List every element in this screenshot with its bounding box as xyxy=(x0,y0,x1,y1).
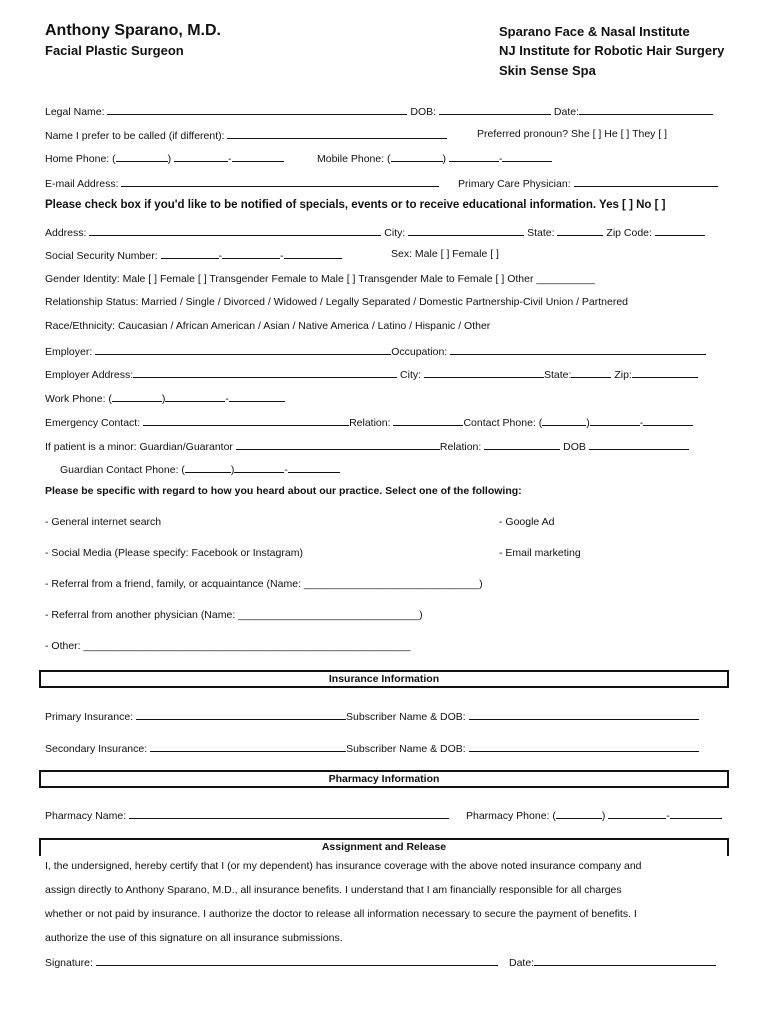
address-field[interactable] xyxy=(89,225,381,236)
primary-insurance-field[interactable] xyxy=(136,709,346,720)
employer-state-field[interactable] xyxy=(571,367,611,378)
dob-label: DOB: xyxy=(410,106,437,118)
employer-row xyxy=(45,344,706,358)
assignment-line-1: I, the undersigned, hereby certify that I (or my dependent) has insurance coverage with the above noted insurance company and xyxy=(45,860,642,872)
pronoun-checkboxes[interactable]: Preferred pronoun? She [ ] He [ ] They [ ] xyxy=(477,128,668,140)
signature-row xyxy=(45,955,498,969)
state-field[interactable] xyxy=(557,225,603,236)
state-label: State: xyxy=(527,227,555,239)
referral-email-marketing[interactable]: - Email marketing xyxy=(499,547,581,559)
institute-3: Skin Sense Spa xyxy=(499,63,596,78)
sex-checkboxes[interactable]: Sex: Male [ ] Female [ ] xyxy=(391,248,499,260)
dob-field[interactable] xyxy=(439,104,551,115)
home-phone-prefix[interactable] xyxy=(174,151,228,162)
referral-google-ad[interactable]: - Google Ad xyxy=(499,516,555,528)
mobile-phone-area[interactable] xyxy=(391,151,443,162)
race-ethnicity-row[interactable]: Race/Ethnicity: Caucasian / African American / Asian / Native America / Latino / Hispanic / Other xyxy=(45,320,491,332)
secondary-subscriber-label: Subscriber Name & DOB: xyxy=(346,743,466,755)
date-label: Date: xyxy=(553,106,580,118)
pharmacy-name-field[interactable] xyxy=(129,808,449,819)
assignment-line-2: assign directly to Anthony Sparano, M.D., all insurance benefits. I understand that I am financially responsible for all charges xyxy=(45,884,622,896)
employer-state-label: State: xyxy=(543,369,572,381)
work-phone-row: Work Phone: ( ) - xyxy=(45,391,285,405)
date-field[interactable] xyxy=(579,104,713,115)
relationship-status-row[interactable]: Relationship Status: Married / Single / Divorced / Widowed / Legally Separated / Domestic Partnership-Civil Union / Partnered xyxy=(45,296,629,308)
emergency-contact-row: Emergency Contact: Relation: Contact Phone: ( ) - xyxy=(45,415,693,429)
contact-phone-label: Contact Phone: ( xyxy=(463,417,543,429)
employer-label: Employer: xyxy=(45,346,93,358)
guardian-phone-line[interactable] xyxy=(288,462,340,473)
minor-guardian-row xyxy=(45,439,689,453)
pharmacy-section-title: Pharmacy Information xyxy=(39,770,729,788)
relation-label: Relation: xyxy=(349,417,391,429)
signature-field[interactable] xyxy=(96,955,498,966)
guardian-phone-area[interactable] xyxy=(185,462,231,473)
referral-prompt: Please be specific with regard to how you heard about our practice. Select one of the following: xyxy=(45,485,522,497)
minor-dob-label: DOB xyxy=(563,441,586,453)
insurance-section-title: Insurance Information xyxy=(39,670,729,688)
relation-field[interactable] xyxy=(393,415,463,426)
secondary-insurance-label: Secondary Insurance: xyxy=(45,743,148,755)
address-label: Address: xyxy=(45,227,87,239)
preferred-name-field[interactable] xyxy=(227,128,447,139)
zip-code-label: Zip Code: xyxy=(606,227,652,239)
legal-name-label: Legal Name: xyxy=(45,106,105,118)
preferred-name-label: Name I prefer to be called (if different): xyxy=(45,130,225,142)
referral-internet[interactable]: - General internet search xyxy=(45,516,162,528)
minor-dob-field[interactable] xyxy=(589,439,689,450)
secondary-insurance-row xyxy=(45,741,699,755)
work-phone-line[interactable] xyxy=(229,391,285,402)
employer-zip-label: Zip: xyxy=(614,369,632,381)
work-phone-label: Work Phone: ( xyxy=(45,393,112,405)
city-label: City: xyxy=(384,227,406,239)
minor-relation-field[interactable] xyxy=(484,439,560,450)
emergency-contact-field[interactable] xyxy=(143,415,349,426)
preferred-name-row xyxy=(45,128,447,142)
zip-code-field[interactable] xyxy=(655,225,705,236)
guardian-phone-label: Guardian Contact Phone: ( xyxy=(60,464,185,476)
pharmacy-phone-area[interactable] xyxy=(556,808,602,819)
doctor-name: Anthony Sparano, M.D. xyxy=(45,22,221,39)
assignment-line-4: authorize the use of this signature on all insurance submissions. xyxy=(45,932,343,944)
home-phone-row: Home Phone: ( ) - xyxy=(45,151,284,165)
institute-1: Sparano Face & Nasal Institute xyxy=(499,24,690,39)
employer-address-row xyxy=(45,367,698,381)
pharmacy-phone-row: Pharmacy Phone: ( ) - xyxy=(466,808,722,822)
primary-subscriber-field[interactable] xyxy=(469,709,699,720)
ssn-row: Social Security Number: - - xyxy=(45,248,342,262)
guardian-field[interactable] xyxy=(236,439,440,450)
pharmacy-phone-prefix[interactable] xyxy=(608,808,666,819)
referral-other[interactable]: - Other: ________________________________________________________ xyxy=(45,640,411,652)
ssn-label: Social Security Number: xyxy=(45,250,158,262)
primary-insurance-row xyxy=(45,709,699,723)
address-row xyxy=(45,225,705,239)
pharmacy-phone-label: Pharmacy Phone: ( xyxy=(466,810,556,822)
mobile-phone-prefix[interactable] xyxy=(449,151,499,162)
contact-phone-prefix[interactable] xyxy=(590,415,640,426)
legal-name-row xyxy=(45,104,713,118)
pharmacy-name-label: Pharmacy Name: xyxy=(45,810,127,822)
home-phone-line[interactable] xyxy=(232,151,284,162)
home-phone-area[interactable] xyxy=(116,151,168,162)
primary-care-row xyxy=(458,176,718,190)
email-label: E-mail Address: xyxy=(45,178,119,190)
occupation-label: Occupation: xyxy=(391,346,448,358)
employer-city-field[interactable] xyxy=(424,367,544,378)
pharmacy-phone-line[interactable] xyxy=(670,808,722,819)
contact-phone-area[interactable] xyxy=(542,415,586,426)
ssn-part-1[interactable] xyxy=(161,248,219,259)
ssn-part-2[interactable] xyxy=(222,248,280,259)
primary-subscriber-label: Subscriber Name & DOB: xyxy=(346,711,466,723)
signature-label: Signature: xyxy=(45,957,93,969)
notify-checkbox-row[interactable]: Please check box if you'd like to be notified of specials, events or to receive educational information. Yes [ ] No [ ] xyxy=(45,199,666,211)
signature-date-label: Date: xyxy=(509,957,535,969)
home-phone-label: Home Phone: ( xyxy=(45,153,116,165)
primary-care-label: Primary Care Physician: xyxy=(458,178,571,190)
primary-insurance-label: Primary Insurance: xyxy=(45,711,134,723)
primary-care-field[interactable] xyxy=(574,176,718,187)
assignment-section-title: Assignment and Release xyxy=(39,838,729,856)
guardian-phone-prefix[interactable] xyxy=(234,462,284,473)
mobile-phone-line[interactable] xyxy=(502,151,552,162)
minor-relation-label: Relation: xyxy=(439,441,482,453)
pharmacy-row xyxy=(45,808,449,822)
employer-field[interactable] xyxy=(95,344,391,355)
ssn-part-3[interactable] xyxy=(284,248,342,259)
guardian-phone-row: Guardian Contact Phone: ( ) - xyxy=(60,462,340,476)
signature-date-row xyxy=(509,955,716,969)
city-field[interactable] xyxy=(408,225,524,236)
emergency-contact-label: Emergency Contact: xyxy=(45,417,141,429)
contact-phone-line[interactable] xyxy=(643,415,693,426)
occupation-field[interactable] xyxy=(450,344,706,355)
referral-physician[interactable]: - Referral from another physician (Name: _______________________________) xyxy=(45,609,423,621)
gender-identity-row[interactable]: Gender Identity: Male [ ] Female [ ] Transgender Female to Male [ ] Transgender Male to Female [ ] Other __________ xyxy=(45,273,595,285)
employer-city-label: City: xyxy=(400,369,422,381)
mobile-phone-row: Mobile Phone: ( ) - xyxy=(317,151,552,165)
referral-friend[interactable]: - Referral from a friend, family, or acquaintance (Name: ______________________________) xyxy=(45,578,483,590)
employer-address-field[interactable] xyxy=(133,367,397,378)
referral-social-media[interactable]: - Social Media (Please specify: Facebook or Instagram) xyxy=(45,547,303,559)
work-phone-area[interactable] xyxy=(112,391,162,402)
guardian-label: If patient is a minor: Guardian/Guarantor xyxy=(45,441,233,453)
secondary-subscriber-field[interactable] xyxy=(469,741,699,752)
mobile-phone-label: Mobile Phone: ( xyxy=(317,153,391,165)
legal-name-field[interactable] xyxy=(107,104,407,115)
secondary-insurance-field[interactable] xyxy=(150,741,346,752)
work-phone-prefix[interactable] xyxy=(165,391,225,402)
email-row xyxy=(45,176,439,190)
employer-zip-field[interactable] xyxy=(632,367,698,378)
institute-2: NJ Institute for Robotic Hair Surgery xyxy=(499,43,725,58)
employer-address-label: Employer Address: xyxy=(45,369,134,381)
doctor-title: Facial Plastic Surgeon xyxy=(45,43,184,58)
assignment-line-3: whether or not paid by insurance. I authorize the doctor to release all information necessary to secure the payment of benefits. I xyxy=(45,908,637,920)
email-field[interactable] xyxy=(121,176,439,187)
signature-date-field[interactable] xyxy=(534,955,716,966)
